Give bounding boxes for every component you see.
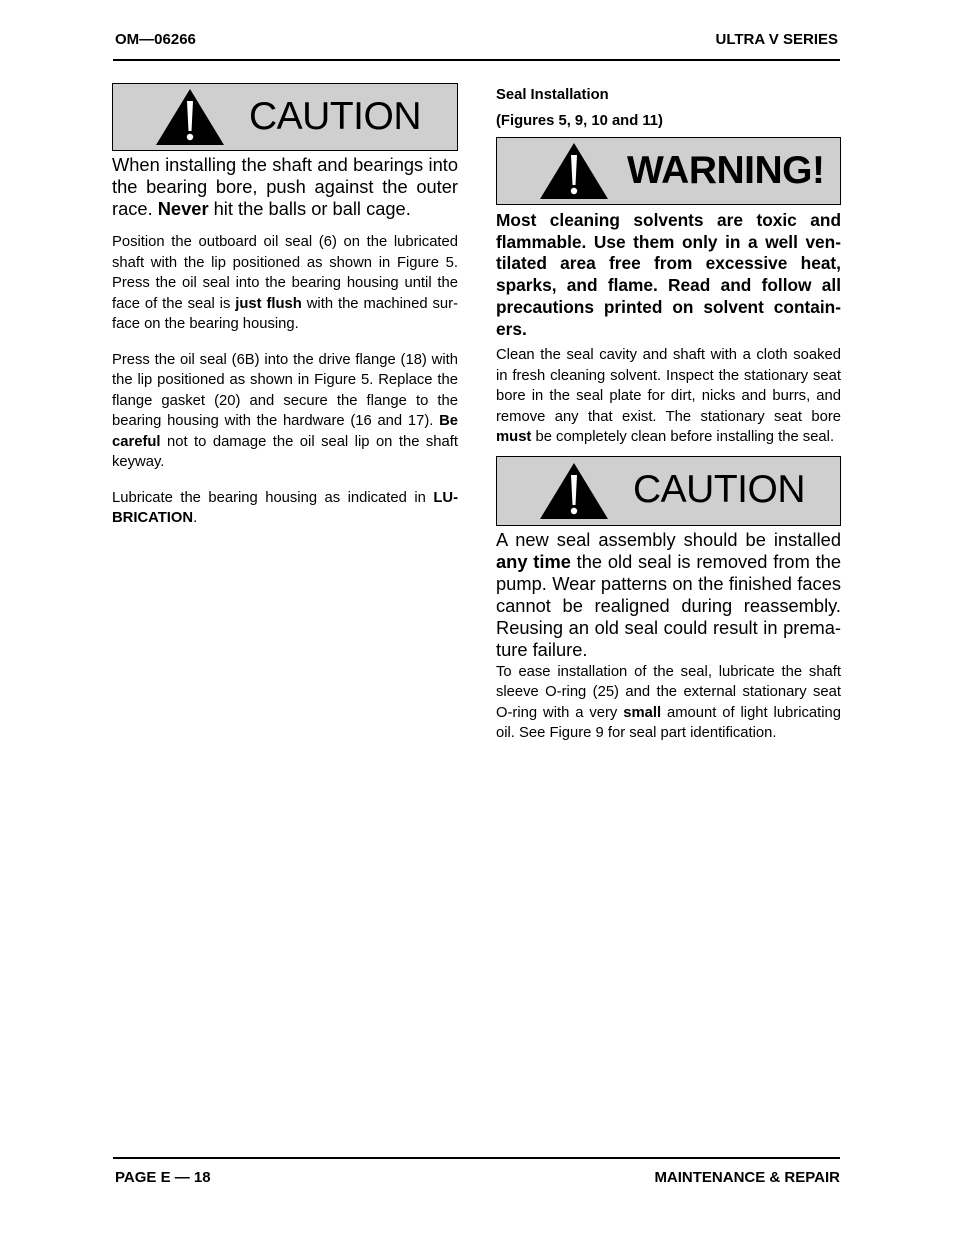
caution-label: CAUTION [633,467,805,511]
caution-label: CAUTION [249,95,421,138]
caution-sign [496,456,841,526]
caution-text: A new seal assembly should be installed any time the old seal is removed from the pump. Wear patterns on the finished faces cannot be realigned during reassembly. Reusing an old seal could result in premature failure. [496,528,841,660]
caution-sign [112,83,458,151]
page-number: PAGE E — 18 [115,1169,211,1186]
paragraph-outboard-seal: Position the outboard oil seal (6) on the lubricated shaft with the lip positioned as shown in Figure 5. Press the oil seal into the bearing housing until the face of the seal is just flush with the machined surface on the bearing housing. [112,234,459,332]
page-footer [113,1157,840,1189]
caution-text: When installing the shaft and bearings into the bearing bore, push against the outer race. Never hit the balls or ball cage. [112,154,458,219]
section-heading: Seal Installation [496,87,609,103]
section-subheading: (Figures 5, 9, 10 and 11) [496,113,663,129]
warning-triangle-icon [538,141,610,201]
series-title: ULTRA V SERIES [715,31,838,48]
section-name: MAINTENANCE & REPAIR [654,1169,840,1186]
paragraph-lubrication: Lubricate the bearing housing as indicated in LUBRICATION. [112,489,458,526]
left-column [112,83,458,529]
warning-label: WARNING! [627,149,825,192]
paragraph-clean-seal-cavity: Clean the seal cavity and shaft with a cloth soaked in fresh cleaning solvent. Inspect the stationary seat bore in the seal plate for dirt, nicks and burrs, and remove any that exist. The stationary seat bore must be completely clean before installing the seal. [496,347,841,446]
warning-triangle-icon [154,87,226,147]
warning-sign [496,137,841,205]
right-column [496,82,841,744]
document-number: OM—06266 [115,31,196,48]
paragraph-lubricate-seal: To ease installation of the seal, lubricate the shaft sleeve O-ring (25) and the external stationary seat O-ring with a very small amount of light lubricating oil. See Figure 9 for seal part identification. [496,663,841,742]
warning-text: Most cleaning solvents are toxic and flammable. Use them only in a well ventilated area free from excessive heat, sparks, and flame. Read and follow all precautions printed on solvent containers. [496,210,841,339]
paragraph-drive-flange: Press the oil seal (6B) into the drive flange (18) with the lip positioned as shown in Figure 5. Replace the flange gasket (20) and secure the flange to the bearing housing with the hardware (16 and 17). Be careful not to damage the oil seal lip on the shaft keyway. [112,351,458,470]
page-header [113,29,840,61]
warning-triangle-icon [538,461,610,521]
